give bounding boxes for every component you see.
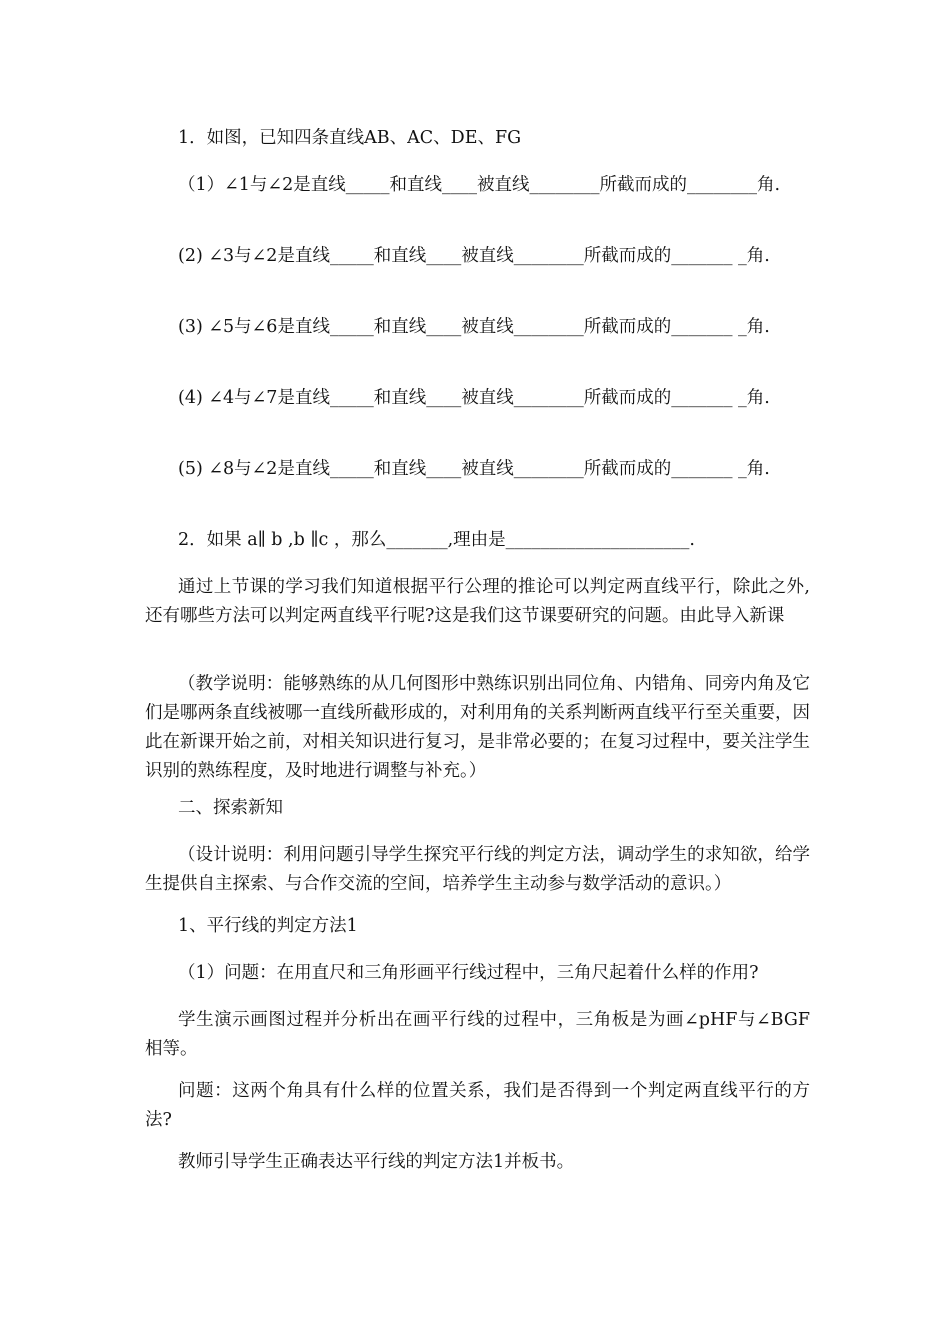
question-1-part-4: (4) ∠4与∠7是直线_____和直线____被直线________所截而成的_______ _角. [178,388,770,408]
method-1-heading: 1、平行线的判定方法1 [178,916,358,936]
question-ruler: （1）问题：在用直尺和三角形画平行线过程中，三角尺起着什么样的作用? [178,963,759,983]
intro-paragraph: 通过上节课的学习我们知道根据平行公理的推论可以判定两直线平行，除此之外,还有哪些方法可以判定两直线平行呢?这是我们这节课要研究的问题。由此导入新课 [145,577,810,626]
angle-relation-question: 问题：这两个角具有什么样的位置关系，我们是否得到一个判定两直线平行的方法? [145,1081,810,1130]
teacher-guidance-paragraph: 教师引导学生正确表达平行线的判定方法1并板书。 [178,1152,575,1172]
section-heading-explore: 二、探索新知 [178,798,283,818]
teaching-note: （教学说明：能够熟练的从几何图形中熟练识别出同位角、内错角、同旁内角及它们是哪两条直线被哪一直线所截形成的，对利用角的关系判断两直线平行至关重要，因此在新课开始之前，对相关知识进行复习，是非常必要的；在复习过程中，要关注学生识别的熟练程度，及时地进行调整与补充。） [145,674,810,781]
question-2: 2．如果 a∥ b ,b ∥c ，那么_______,理由是_____________________. [178,530,695,550]
question-1-part-2: (2) ∠3与∠2是直线_____和直线____被直线________所截而成的_______ _角. [178,246,770,266]
question-1-part-5: (5) ∠8与∠2是直线_____和直线____被直线________所截而成的_______ _角. [178,459,770,479]
student-demo-paragraph: 学生演示画图过程并分析出在画平行线的过程中，三角板是为画∠pHF与∠BGF相等。 [145,1010,810,1059]
question-1-intro: 1．如图，已知四条直线AB、AC、DE、FG [178,128,522,148]
design-note: （设计说明：利用问题引导学生探究平行线的判定方法，调动学生的求知欲，给学生提供自主探索、与合作交流的空间，培养学生主动参与数学活动的意识。） [145,845,810,894]
question-1-part-1: （1）∠1与∠2是直线_____和直线____被直线________所截而成的________角. [178,175,781,195]
question-1-part-3: (3) ∠5与∠6是直线_____和直线____被直线________所截而成的_______ _角. [178,317,770,337]
